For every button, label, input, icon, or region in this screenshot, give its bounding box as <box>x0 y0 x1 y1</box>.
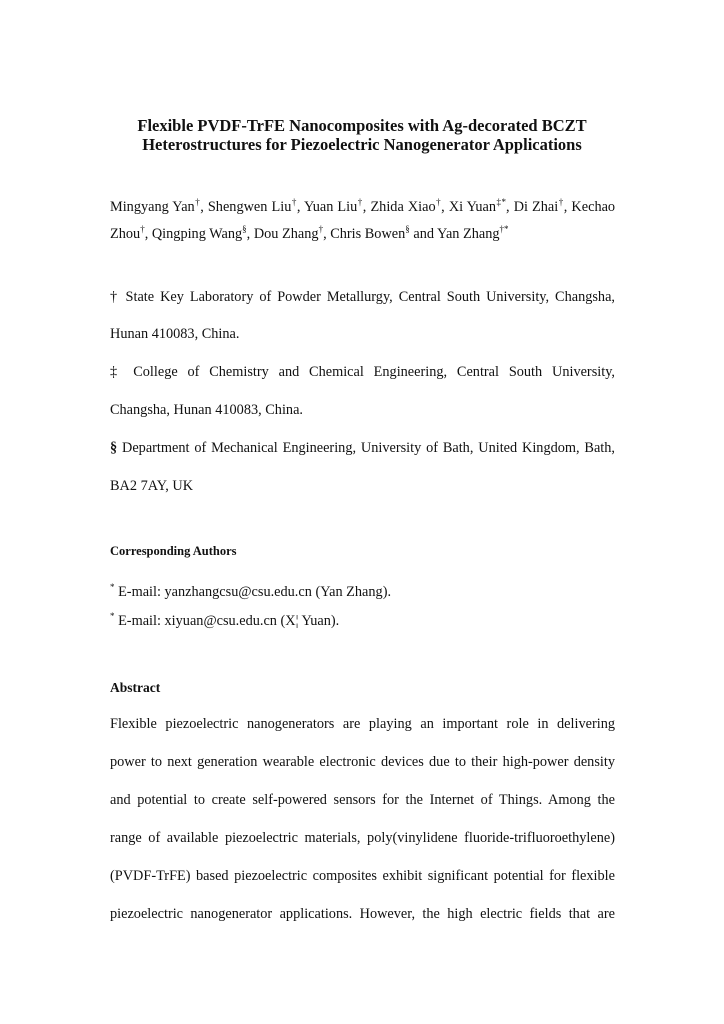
affiliation-1-line-1: † State Key Laboratory of Powder Metallurgy, Central South University, Changsha, <box>110 289 616 305</box>
author: Xi Yuan‡*, <box>448 197 514 215</box>
abstract-line: range of available piezoelectric materials, poly(vinylidene fluoride-trifluoroethylene) <box>110 830 615 846</box>
author: Shengwen Liu†, <box>207 197 304 215</box>
author: Mingyang Yan†, <box>110 197 208 215</box>
affiliation-3-line-2: BA2 7AY, UK <box>110 478 194 494</box>
corresponding-email-1: * E-mail: yanzhangcsu@csu.edu.cn (Yan Zhang). <box>110 582 392 600</box>
paper-title-line-1: Flexible PVDF-TrFE Nanocomposites with Ag-decorated BCZT <box>137 116 587 135</box>
abstract-line: piezoelectric nanogenerator applications. However, the high electric fields that are <box>110 906 615 922</box>
abstract-line: power to next generation wearable electronic devices due to their high-power density <box>110 754 615 770</box>
double-dagger-symbol: ‡ <box>110 364 124 380</box>
author: Yuan Liu†, <box>303 197 371 215</box>
author: Zhou†, <box>110 224 152 242</box>
abstract-line: and potential to create self-powered sensors for the Internet of Things. Among the <box>110 792 615 808</box>
affiliation-1-line-2: Hunan 410083, China. <box>110 326 240 342</box>
dagger-symbol: † <box>110 289 120 305</box>
author: Dou Zhang†, <box>253 224 331 242</box>
author: Zhida Xiao†, <box>370 197 449 215</box>
author: Di Zhai†, <box>513 197 572 215</box>
affiliation-2-line-2: Changsha, Hunan 410083, China. <box>110 402 303 418</box>
paper-title-line-2: Heterostructures for Piezoelectric Nanogenerator Applications <box>142 135 582 154</box>
abstract-heading: Abstract <box>110 680 161 695</box>
author: Yan Zhang†* <box>437 224 509 242</box>
corresponding-email-2: * E-mail: xiyuan@csu.edu.cn (X¦ Yuan). <box>110 611 340 629</box>
author: Chris Bowen§ and <box>330 224 438 242</box>
corresponding-authors-heading: Corresponding Authors <box>110 544 237 558</box>
author: Kechao <box>571 199 616 215</box>
abstract-line: Flexible piezoelectric nanogenerators are playing an important role in delivering <box>110 716 615 732</box>
author: Qingping Wang§, <box>151 224 254 242</box>
abstract-line: (PVDF-TrFE) based piezoelectric composites exhibit significant potential for flexible <box>110 868 615 884</box>
author-list-line-1 <box>110 199 615 216</box>
affiliation-3-line-1: § Department of Mechanical Engineering, University of Bath, United Kingdom, Bath, <box>110 440 615 456</box>
section-symbol: § <box>110 440 118 456</box>
affiliation-2-line-1: ‡ College of Chemistry and Chemical Engineering, Central South University, <box>110 364 615 380</box>
author-list-line-2 <box>110 226 615 243</box>
